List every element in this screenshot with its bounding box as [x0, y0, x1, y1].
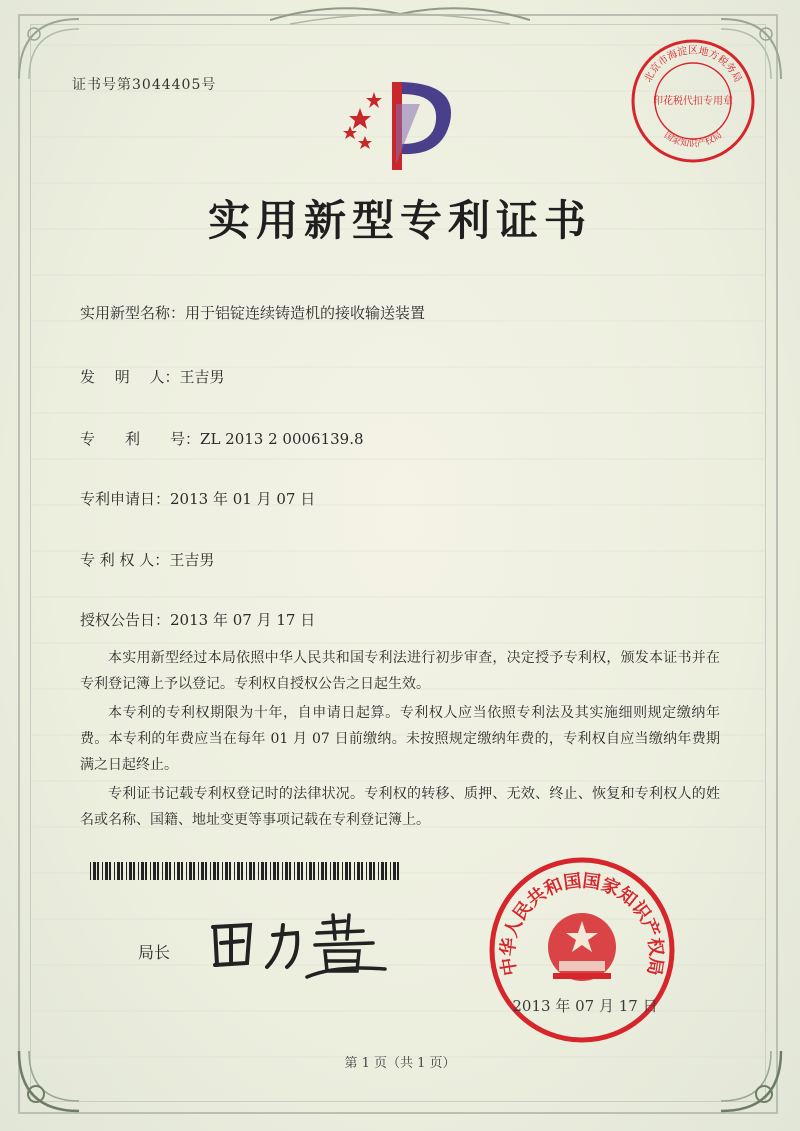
- field-patentee: [80, 549, 214, 570]
- page-number: 第 1 页（共 1 页）: [344, 1056, 456, 1071]
- stamp-bottom-text: 国家知识产权局: [661, 130, 725, 150]
- certificate-title: 实用新型专利证书: [207, 196, 592, 245]
- stamp-ring-text: 北京市海淀区地方税务局: [642, 45, 744, 85]
- field-label: 专 利 号：: [80, 430, 201, 448]
- field-value: 2013 年 07 月 17 日: [170, 611, 316, 629]
- field-label: 实用新型名称：: [80, 304, 186, 322]
- field-label: 授权公告日：: [80, 611, 171, 629]
- field-label: 发 明 人：: [80, 368, 180, 386]
- director-title: 局长: [138, 943, 171, 962]
- seal-ring-text: 中华人民共和国国家知识产权局: [497, 870, 667, 977]
- tax-stamp-icon: [628, 36, 758, 166]
- field-label: 专利申请日：: [80, 490, 171, 508]
- field-value: 用于铝锭连续铸造机的接收输送装置: [185, 304, 426, 322]
- seal-date: 2013 年 07 月 17 日: [512, 997, 658, 1015]
- field-inventor: [80, 366, 225, 387]
- patent-office-logo-icon: [330, 74, 470, 174]
- field-value: 王吉男: [179, 368, 225, 386]
- director-signature-icon: [195, 905, 395, 985]
- field-value: ZL 2013 2 0006139.8: [200, 430, 364, 448]
- field-application-date: [80, 488, 315, 509]
- field-grant-date: [80, 609, 315, 630]
- official-seal-icon: [487, 855, 677, 1045]
- field-value: 王吉男: [169, 551, 215, 569]
- top-ornament-icon: [270, 0, 530, 28]
- body-paragraph: 本专利的专利权期限为十年，自申请日起算。专利权人应当依照专利法及其实施细则规定缴纳年费。本专利的年费应当在每年 01 月 07 日前缴纳。未按照规定缴纳年费的，专利权自应当缴纳年费期满之日起终止。: [80, 705, 720, 773]
- field-utility-model-name: [80, 302, 425, 323]
- body-paragraph: 本实用新型经过本局依照中华人民共和国专利法进行初步审查，决定授予专利权，颁发本证书并在专利登记簿上予以登记。专利权自授权公告之日起生效。: [80, 650, 720, 692]
- svg-text:北京市海淀区地方税务局: [642, 44, 744, 84]
- field-value: 2013 年 01 月 07 日: [170, 490, 316, 508]
- stamp-center-text: 印花税代扣专用章: [653, 96, 733, 107]
- field-label: 专 利 权 人：: [80, 551, 170, 569]
- body-paragraph: 专利证书记载专利权登记时的法律状况。专利权的转移、质押、无效、终止、恢复和专利权人的姓名或名称、国籍、地址变更等事项记载在专利登记簿上。: [80, 786, 720, 828]
- certificate-number: 证书号第3044405号: [72, 77, 217, 93]
- certificate-body: [80, 645, 720, 836]
- barcode-icon: [90, 862, 400, 880]
- field-patent-number: [80, 428, 364, 449]
